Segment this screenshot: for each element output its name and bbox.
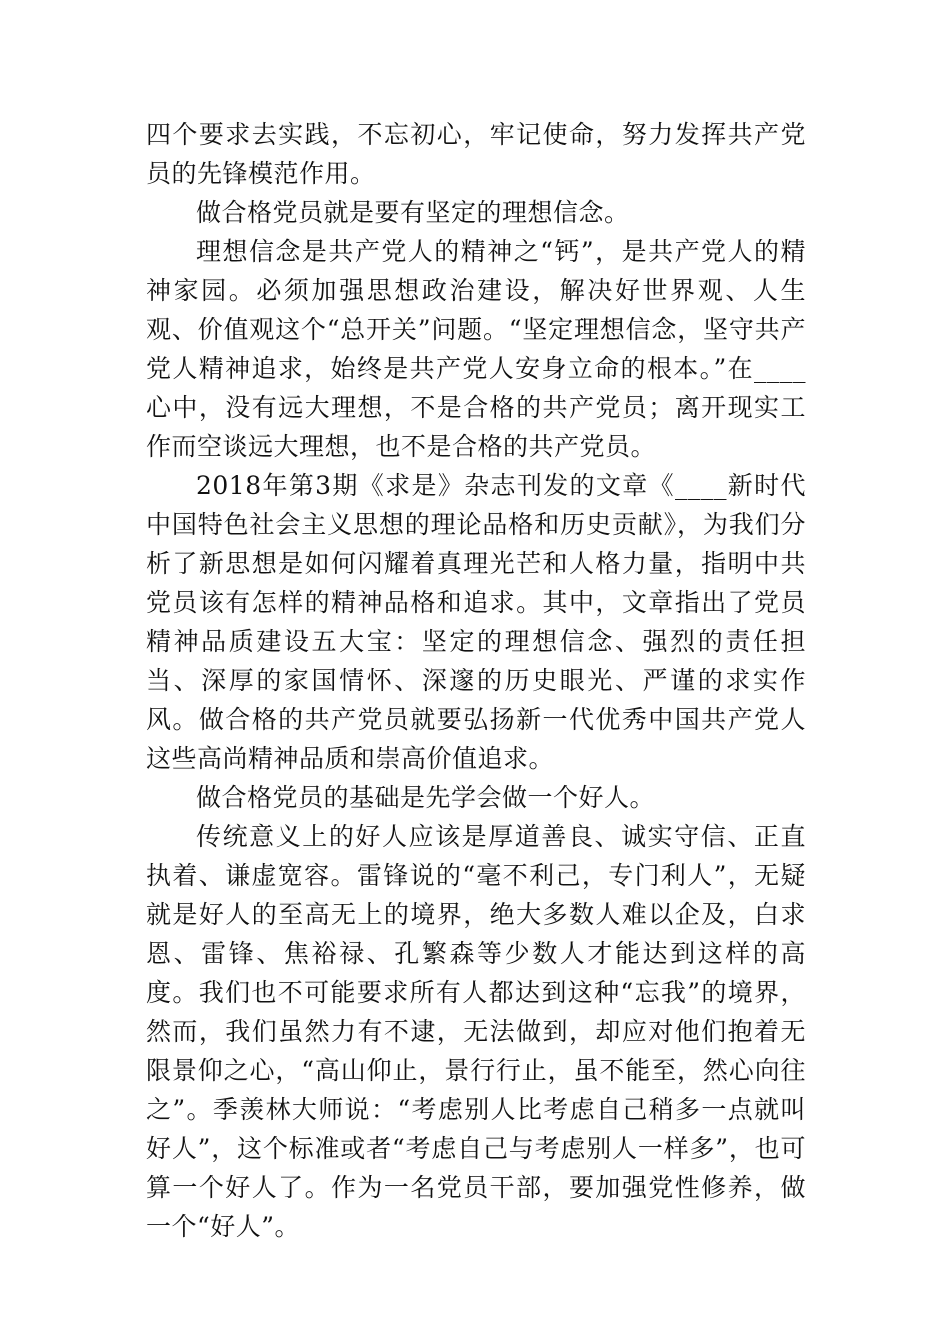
paragraph-heading-ideals: 做合格党员就是要有坚定的理想信念。 (196, 198, 630, 227)
paragraph-qiushi-article: 2018年第3期《求是》杂志刊发的文章《____新时代中国特色社会主义思想的理论品格和历史贡献》，为我们分析了新思想是如何闪耀着真理光芒和人格力量，指明中共党员该有怎样的精神品格和追求。其中，文章指出了党员精神品质建设五大宝：坚定的理想信念、强烈的责任担当、深厚的家国情怀、深邃的历史眼光、严谨的求实作风。做合格的共产党员就要弘扬新一代优秀中国共产党人这些高尚精神品质和崇高价值追求。 (146, 471, 806, 773)
paragraph-continuation: 四个要求去实践，不忘初心，牢记使命，努力发挥共产党员的先锋模范作用。 (146, 120, 806, 188)
paragraph-good-person-body: 传统意义上的好人应该是厚道善良、诚实守信、正直执着、谦虚宽容。雷锋说的“毫不利己，专门利人”，无疑就是好人的至高无上的境界，绝大多数人难以企及，白求恩、雷锋、焦裕禄、孔繁森等少数人才能达到这样的高度。我们也不可能要求所有人都达到这种“忘我”的境界，然而，我们虽然力有不逮，无法做到，却应对他们抱着无限景仰之心，“高山仰止，景行行止，虽不能至，然心向往之”。季羡林大师说：“考虑别人比考虑自己稍多一点就叫好人”，这个标准或者“考虑自己与考虑别人一样多”，也可算一个好人了。作为一名党员干部，要加强党性修养，做一个“好人”。 (146, 822, 806, 1241)
paragraph-ideals-body: 理想信念是共产党人的精神之“钙”，是共产党人的精神家园。必须加强思想政治建设，解决好世界观、人生观、价值观这个“总开关”问题。“坚定理想信念，坚守共产党人精神追求，始终是共产党人安身立命的根本。”在____心中，没有远大理想，不是合格的共产党员；离开现实工作而空谈远大理想，也不是合格的共产党员。 (146, 237, 806, 461)
document-body (146, 115, 806, 1246)
paragraph-heading-good-person: 做合格党员的基础是先学会做一个好人。 (196, 783, 656, 812)
